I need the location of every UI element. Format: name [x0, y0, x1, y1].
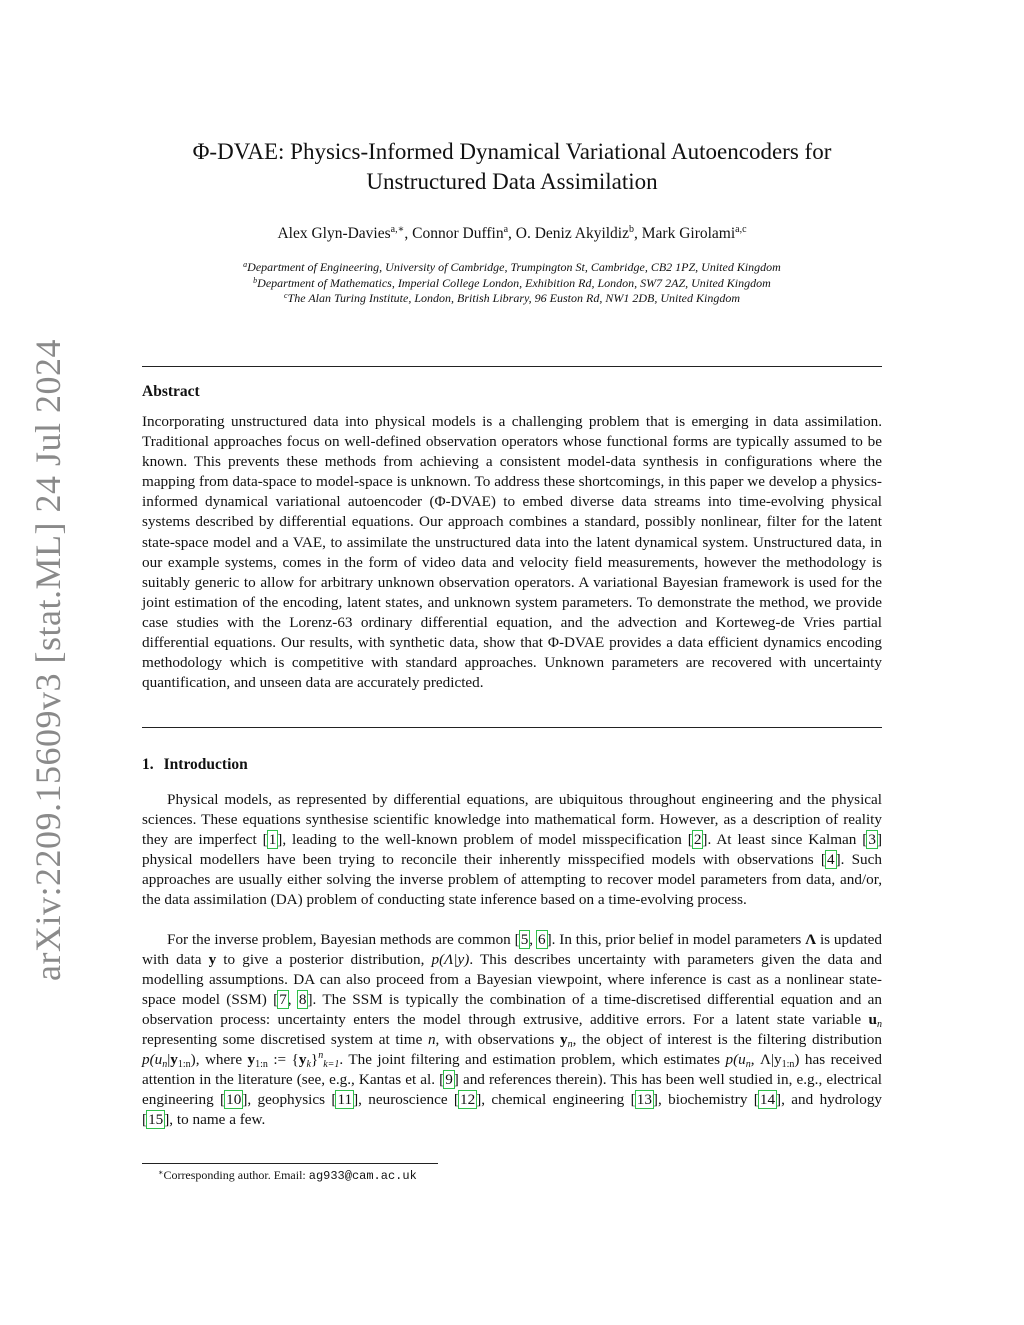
footnote-text: Corresponding author. Email: — [163, 1168, 309, 1182]
author-name: O. Deniz Akyildiz — [515, 225, 629, 242]
text-run: ) has received attention in the literature (see, e.g., Kantas et al. [ — [142, 1051, 882, 1088]
math-subscript: 1:n — [781, 1059, 795, 1070]
text-run: , with observations — [435, 1031, 560, 1048]
math-subscript: 1:n — [177, 1059, 191, 1070]
title-line-2: Unstructured Data Assimilation — [366, 169, 658, 194]
citation-link[interactable]: 10 — [226, 1091, 242, 1108]
math-symbol: y — [298, 1051, 307, 1068]
paper-title — [142, 137, 882, 197]
math-symbol: Λ — [805, 931, 817, 948]
arxiv-stamp-text: arXiv:2209.15609v3 [stat.ML] 24 Jul 2024 — [28, 339, 69, 981]
text-run: := { — [267, 1051, 299, 1068]
text-run: , the object of interest is the filtering distribution — [572, 1031, 882, 1048]
text-run: ], neuroscience [ — [353, 1091, 459, 1108]
affiliation-mark: a — [243, 260, 248, 269]
text-run: Physical models, as represented by differential equations, are ubiquitous throughout engineering and the physical sciences. These equations synthesise scientific knowledge into mathematical form. However, as a description of reality they are imperfect [ — [142, 791, 882, 848]
text-run: ]. At least since Kalman [ — [702, 831, 868, 848]
text-run: ], biochemistry [ — [652, 1091, 759, 1108]
author-affiliation-mark: b — [629, 224, 634, 235]
math-expression: p(Λ|y) — [431, 951, 470, 968]
text-run: ]. In this, prior belief in model parameters — [546, 931, 806, 948]
text-run: ]. The SSM is typically the combination of a time-discretised differential equation and an observation process: uncertainty enters the model through extrusive, additive errors. For a latent state variable — [142, 991, 882, 1028]
math-expression: p(u — [142, 1051, 163, 1068]
text-run: ], to name a few. — [164, 1111, 266, 1128]
affiliation-line — [142, 260, 882, 276]
text-run: ], leading to the well-known problem of model misspecification [ — [277, 831, 693, 848]
footnote-rule — [142, 1163, 438, 1164]
math-subscript: k — [306, 1059, 311, 1070]
affiliation-text: Department of Mathematics, Imperial College London, Exhibition Rd, London, SW7 2AZ, United Kingdom — [257, 275, 771, 290]
abstract-bottom-rule — [142, 727, 882, 728]
text-run: . The joint filtering and estimation problem, which estimates — [339, 1051, 726, 1068]
affiliation-list — [142, 260, 882, 307]
section-title: Introduction — [163, 756, 248, 773]
math-symbol: y — [208, 951, 217, 968]
math-superscript: n — [318, 1050, 324, 1061]
text-run: . This describes uncertainty with parameters given the data and modelling assumptions. DA can also proceed from a Bayesian viewpoint, where inference is cast as a nonlinear state-space model (SSM) [ — [142, 951, 883, 1008]
text-run: ], geophysics [ — [242, 1091, 337, 1108]
citation-link[interactable]: 6 — [537, 931, 546, 948]
math-expression: p(u — [725, 1051, 746, 1068]
text-run: ] and references therein). This has been well studied in, e.g., electrical engineering [ — [142, 1071, 882, 1108]
math-subscript: n — [162, 1059, 168, 1070]
math-symbol: y — [170, 1051, 178, 1068]
citation-link[interactable]: 13 — [636, 1091, 652, 1108]
math-symbol: u — [868, 1011, 877, 1028]
text-run: ], chemical engineering [ — [476, 1091, 636, 1108]
author-affiliation-mark: a — [503, 224, 509, 235]
citation-link[interactable]: 14 — [759, 1091, 776, 1108]
citation-link[interactable]: 4 — [826, 851, 835, 868]
author-affiliation-mark: a,∗ — [390, 224, 405, 235]
citation-link[interactable]: 1 — [268, 831, 277, 848]
math-subscript: n — [567, 1039, 573, 1050]
footnote-mark: ∗ — [158, 1168, 164, 1177]
affiliation-mark: c — [283, 291, 288, 300]
math-subscript: n — [745, 1059, 751, 1070]
affiliation-text: The Alan Turing Institute, London, British Library, 96 Euston Rd, NW1 2DB, United Kingdom — [287, 291, 741, 305]
section-number: 1. — [142, 756, 154, 773]
abstract-text: Incorporating unstructured data into physical models is a challenging problem that is emerging in data assimilation. Traditional approaches focus on well-defined observation operators whose functional forms are typically assumed to be known. This prevents these methods from achieving a consistent model-data synthesis in configurations where the mapping from data-space to model-space is unknown. To address these shortcomings, in this paper we develop a physics-informed dynamical variational autoencoder (Φ-DVAE) to embed diverse data streams into time-evolving physical systems described by differential equations. Our approach combines a standard, possibly nonlinear, filter for the latent state-space model and a VAE, to assimilate the unstructured data into the latent dynamical system. Unstructured data, in our example systems, comes in the form of video data and velocity field measurements, however the methodology is suitably generic to allow for arbitrary unknown observation operators. A variational Bayesian framework is used for the joint estimation of the encoding, latent states, and unknown system parameters. To demonstrate the method, we provide case studies with the Lorenz-63 ordinary differential equation, and the advection and Korteweg-de Vries partial differential equations. Our results, with synthetic data, show that Φ-DVAE provides a data efficient dynamics encoding methodology which is competitive with standard approaches. Unknown parameters are recovered with uncertainty quantification, and unseen data are accurately predicted. — [142, 413, 882, 692]
arxiv-identifier-stamp — [16, 339, 80, 981]
citation-link[interactable]: 3 — [868, 831, 876, 848]
text-run: } — [310, 1051, 319, 1068]
title-line-1: Φ-DVAE: Physics-Informed Dynamical Variational Autoencoders for — [192, 139, 832, 164]
text-run: ] physical modellers have been trying to reconcile their inherently misspecified models with observations [ — [142, 831, 883, 868]
math-symbol: y — [559, 1031, 568, 1048]
citation-link[interactable]: 15 — [148, 1111, 164, 1128]
math-subscript: 1:n — [255, 1059, 268, 1070]
section-heading-introduction — [142, 756, 258, 774]
math-subscript: n — [877, 1019, 882, 1030]
affiliation-line — [142, 291, 882, 307]
citation-link[interactable]: 7 — [279, 991, 287, 1008]
math-subscript: k=1 — [323, 1059, 340, 1070]
citation-link[interactable]: 12 — [460, 1091, 476, 1108]
text-run: representing some discretised system at time — [142, 1031, 428, 1048]
affiliation-line — [142, 276, 882, 292]
text-run: , — [287, 991, 298, 1008]
math-symbol: y — [247, 1051, 256, 1068]
author-name: Mark Girolami — [641, 225, 736, 242]
text-run: ), where — [190, 1051, 248, 1068]
footnote — [158, 1168, 417, 1183]
math-symbol: n — [427, 1031, 436, 1048]
corresponding-email[interactable]: ag933@cam.ac.uk — [308, 1169, 417, 1183]
abstract-top-rule — [142, 366, 882, 367]
citation-link[interactable]: 5 — [520, 931, 529, 948]
author-list: Alex Glyn-Davies$^{a,∗}$, Connor Duffin$^a$, O. Deniz Akyildiz$^b$, Mark Girolami$^{a,c}$ — [277, 224, 747, 242]
abstract-heading: Abstract — [142, 383, 200, 400]
text-run: , — [529, 931, 537, 948]
affiliation-text: Department of Engineering, University of Cambridge, Trumpington St, Cambridge, CB2 1PZ, United Kingdom — [247, 260, 781, 274]
author-name: Alex Glyn-Davies — [277, 225, 391, 242]
text-run: is updated with data — [142, 931, 883, 968]
citation-link[interactable]: 11 — [337, 1091, 353, 1108]
math-expression: , Λ|y — [750, 1051, 782, 1068]
affiliation-mark: b — [253, 275, 258, 285]
intro-paragraph-1 — [142, 790, 882, 910]
author-affiliation-mark: a,c — [735, 224, 747, 235]
text-run: For the inverse problem, Bayesian methods are common [ — [167, 931, 520, 948]
text-run: ]. Such approaches are usually either solving the inverse problem of attempting to recover model parameters from data, and/or, the data assimilation (DA) problem of conducting state inference based on a time-evolving process. — [142, 851, 882, 908]
author-name: Connor Duffin — [412, 225, 504, 242]
text-run: to give a posterior distribution, — [216, 951, 432, 968]
citation-link[interactable]: 9 — [445, 1071, 453, 1088]
citation-link[interactable]: 2 — [693, 831, 702, 848]
citation-link[interactable]: 8 — [298, 991, 307, 1008]
intro-paragraph-2: For the inverse problem, Bayesian methods are common [5, 6]. In this, prior belief in model parameters Λ is updated with data y to give a posterior distribution, p(Λ|y). This describes uncertainty with parameters given the data and modelling assumptions. DA can also proceed from a Bayesian viewpoint, where inference is cast as a nonlinear state-space model (SSM) [7, 8]. The SSM is typically the combination of a time-discretised differential equation and an observation process: uncertainty enters the model through extrusive, additive errors. For a latent state variable $u_n$ representing some discretised system at time n, with observations $y_n$, the object of interest is the filtering distribution $p(u_n|y_{1:n})$, where $y_{1:n}$ := $\{y_k\}^n_{k=1}$. The joint filtering and estimation problem, which estimates $p(u_n$, $\Lambda|y_{1:n}$) has received attention in the literature (see, e.g., Kantas et al. [9] and references therein). This has been well studied in, e.g., electrical engineering [10], geophysics [11], neuroscience [12], chemical engineering [13], biochemistry [14], and hydrology [15], to name a few. — [142, 931, 883, 1128]
text-run: ], and hydrology [ — [142, 1091, 883, 1128]
